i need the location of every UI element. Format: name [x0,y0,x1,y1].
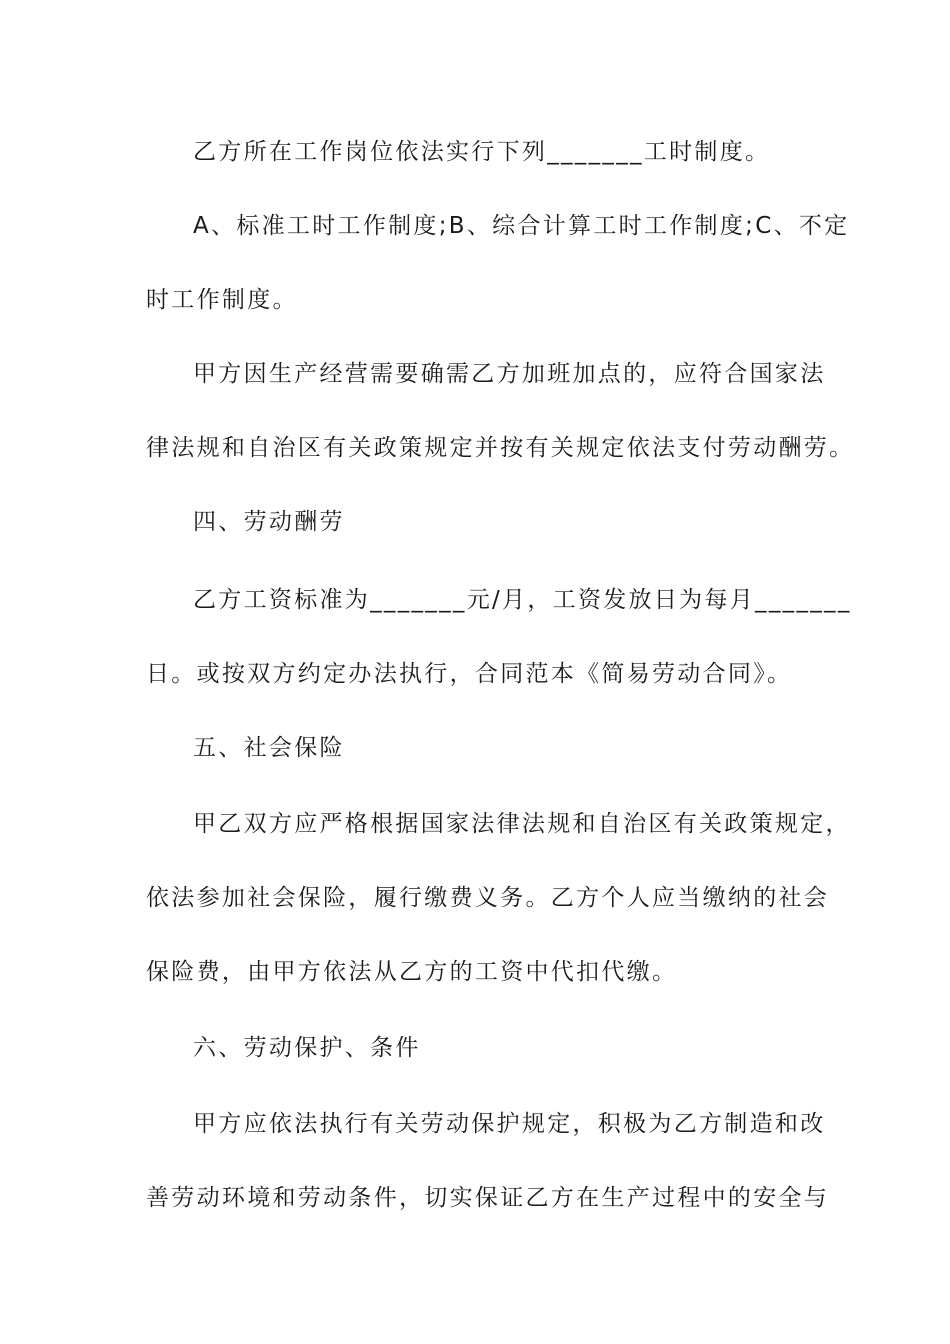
paragraph-insurance-line-1: 甲乙双方应严格根据国家法律法规和自治区有关政策规定， [193,811,851,837]
paragraph-overtime-line-1: 甲方因生产经营需要确需乙方加班加点的，应符合国家法 [193,361,826,387]
paragraph-protection-line-1: 甲方应依法执行有关劳动保护规定，积极为乙方制造和改 [193,1111,826,1137]
section-heading-remuneration: 四、劳动酬劳 [193,509,345,535]
paragraph-insurance-line-3: 保险费，由甲方依法从乙方的工资中代扣代缴。 [146,959,678,985]
paragraph-protection-line-2: 善劳动环境和劳动条件，切实保证乙方在生产过程中的安全与 [146,1185,830,1211]
paragraph-insurance-line-2: 依法参加社会保险，履行缴费义务。乙方个人应当缴纳的社会 [146,885,830,911]
paragraph-working-hours-options-line-1: A、标准工时工作制度;B、综合计算工时工作制度;C、不定 [193,213,850,239]
paragraph-salary-line-2: 日。或按双方约定办法执行，合同范本《简易劳动合同》。 [146,661,793,687]
section-heading-labor-protection: 六、劳动保护、条件 [193,1035,421,1061]
paragraph-working-hours-line-1: 乙方所在工作岗位依法实行下列_______工时制度。 [193,139,771,165]
paragraph-salary-line-1: 乙方工资标准为_______元/月，工资发放日为每月_______ [193,587,852,613]
section-heading-social-insurance: 五、社会保险 [193,735,345,761]
paragraph-overtime-line-2: 律法规和自治区有关政策规定并按有关规定依法支付劳动酬劳。 [146,435,855,461]
paragraph-working-hours-options-line-2: 时工作制度。 [146,287,298,313]
